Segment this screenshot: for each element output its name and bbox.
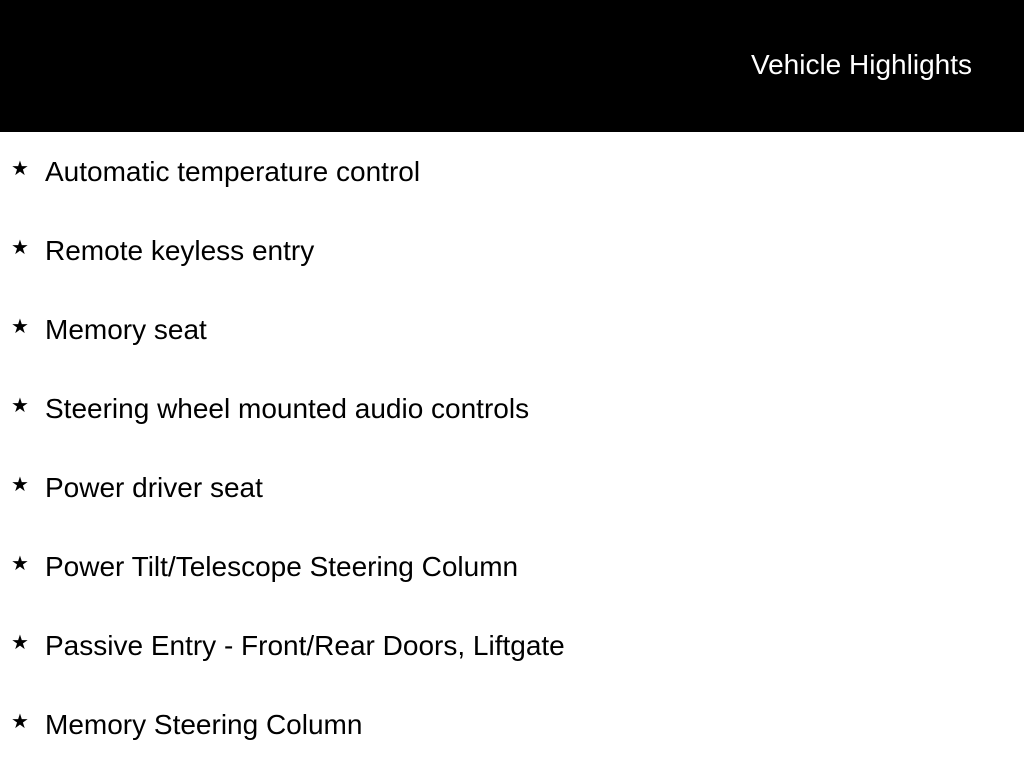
list-item <box>0 290 1024 369</box>
highlight-label: Passive Entry - Front/Rear Doors, Liftgate <box>45 630 565 661</box>
star-icon: ★ <box>11 630 29 654</box>
highlight-label: Automatic temperature control <box>45 156 421 187</box>
list-item <box>0 132 1024 211</box>
list-item <box>0 527 1024 606</box>
star-icon: ★ <box>11 156 29 180</box>
highlight-label: Power driver seat <box>45 472 263 503</box>
star-icon: ★ <box>11 472 29 496</box>
star-icon: ★ <box>11 314 29 338</box>
highlight-label: Power Tilt/Telescope Steering Column <box>45 551 519 582</box>
star-icon: ★ <box>11 709 29 733</box>
list-item <box>0 606 1024 685</box>
page-title: Vehicle Highlights <box>750 49 972 80</box>
highlight-label: Steering wheel mounted audio controls <box>45 393 530 424</box>
highlight-label: Remote keyless entry <box>45 235 315 266</box>
list-item <box>0 211 1024 290</box>
highlight-label: Memory seat <box>45 314 207 345</box>
list-item <box>0 369 1024 448</box>
list-item <box>0 448 1024 527</box>
star-icon: ★ <box>11 393 29 417</box>
highlights-list <box>0 132 1024 764</box>
star-icon: ★ <box>11 235 29 259</box>
star-icon: ★ <box>11 551 29 575</box>
highlight-label: Memory Steering Column <box>45 709 363 740</box>
list-item <box>0 685 1024 764</box>
header-bar <box>0 0 1024 132</box>
